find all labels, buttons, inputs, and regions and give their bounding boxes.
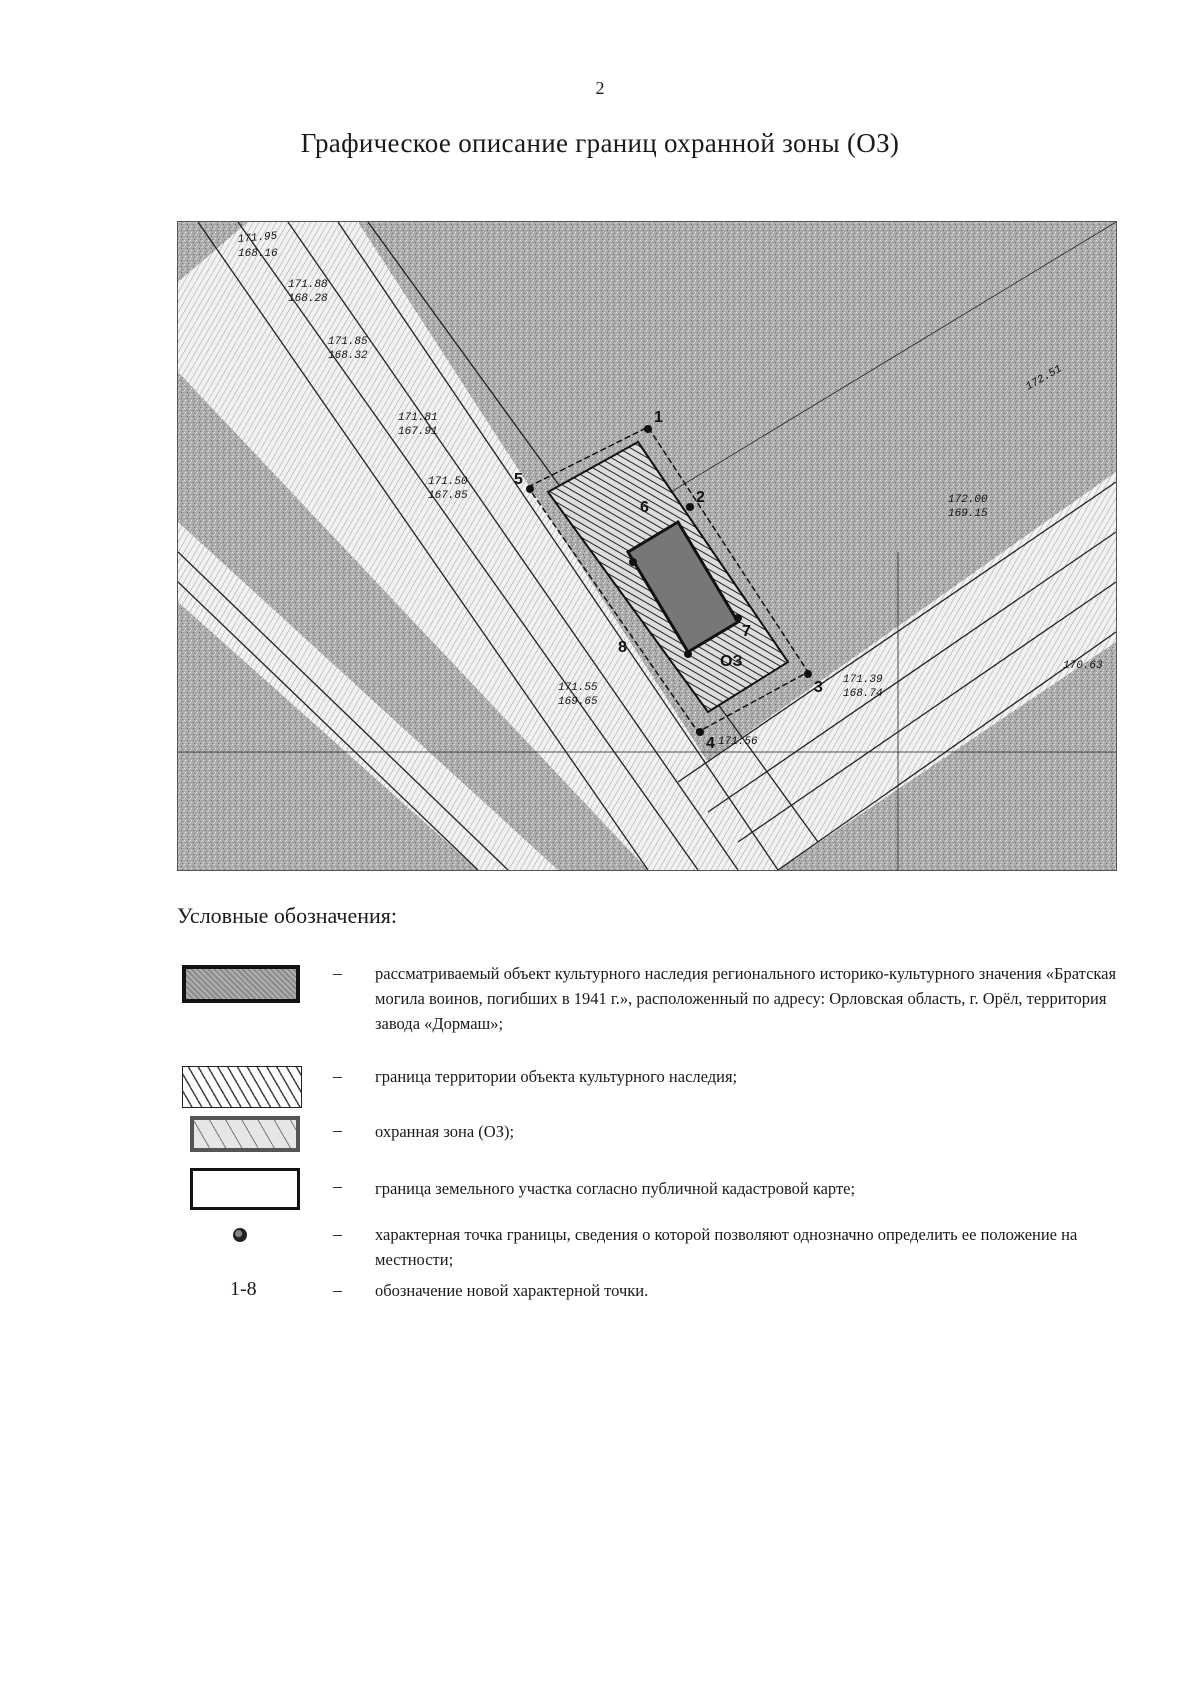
legend-dash: –: [333, 963, 342, 983]
legend-text: характерная точка границы, сведения о которой позволяют однозначно определить ее положение на местности;: [375, 1225, 1078, 1269]
elevation-mark: 171.55: [558, 682, 598, 694]
boundary-point: [696, 728, 704, 736]
land-parcel-swatch: [190, 1168, 300, 1210]
protection-zone-swatch: [190, 1116, 300, 1152]
elevation-mark: 171.88: [288, 279, 328, 291]
territory-hatch-swatch: [182, 1066, 302, 1108]
elevation-mark: 171.56: [718, 736, 758, 748]
legend-item-new-point: [170, 1280, 1120, 1316]
elevation-mark: 168.28: [288, 293, 328, 305]
new-point-symbol: 1-8: [230, 1278, 257, 1300]
legend-dash: –: [333, 1066, 342, 1086]
point-label: 3: [814, 679, 823, 696]
elevation-mark: 167.91: [398, 426, 438, 438]
elevation-mark: 168.74: [843, 688, 883, 700]
legend-text: граница земельного участка согласно публичной кадастровой карте;: [375, 1179, 856, 1198]
legend-item-territory: [170, 1066, 1120, 1116]
legend-item-object: [170, 963, 1120, 1043]
elevation-mark: 168.16: [238, 248, 278, 260]
elevation-mark: 169.65: [558, 696, 598, 708]
elevation-mark: 168.32: [328, 350, 368, 362]
point-label: 7: [742, 623, 751, 640]
boundary-point: [686, 503, 694, 511]
legend-text: обозначение новой характерной точки.: [375, 1281, 649, 1300]
point-label: 2: [696, 489, 705, 506]
elevation-mark: 171.50: [428, 476, 468, 488]
point-label: 6: [640, 499, 649, 516]
elevation-mark: 167.85: [428, 490, 468, 502]
boundary-point: [734, 614, 742, 622]
point-label: 4: [706, 735, 715, 752]
elevation-mark: 171.85: [328, 336, 368, 348]
boundary-map: [177, 221, 1117, 871]
elevation-mark: 171.95: [237, 230, 278, 246]
legend-dash: –: [333, 1224, 342, 1244]
page-number: 2: [595, 78, 605, 98]
point-label: 5: [514, 471, 523, 488]
legend-text: рассматриваемый объект культурного наследия регионального историко-культурного значения «Братская могила воинов, погибших в 1941 г.», расположенный по адресу: Орловская область, г. Орёл, территория завода «Дормаш»;: [375, 964, 1117, 1033]
boundary-point: [804, 670, 812, 678]
legend-item-parcel: [170, 1168, 1120, 1216]
legend-title: Условные обозначения:: [177, 903, 398, 928]
legend-item-point: [170, 1224, 1120, 1280]
legend-dash: –: [333, 1120, 342, 1140]
point-label: 8: [618, 639, 627, 656]
elevation-mark: 172.51: [1024, 363, 1065, 394]
heritage-object-swatch: [182, 965, 300, 1003]
elevation-mark: 172.00: [948, 494, 988, 506]
elevation-mark: 171.81: [398, 412, 438, 424]
boundary-point: [644, 425, 652, 433]
boundary-point: [629, 558, 637, 566]
legend-dash: –: [333, 1176, 342, 1196]
legend-text: граница территории объекта культурного наследия;: [375, 1067, 738, 1086]
legend-item-zone: [170, 1116, 1120, 1160]
elevation-mark: 169.15: [948, 508, 988, 520]
point-label: 1: [654, 409, 663, 426]
elevation-mark: 171.39: [843, 674, 883, 686]
elevation-mark: 170.63: [1063, 660, 1103, 672]
legend-dash: –: [333, 1280, 342, 1300]
boundary-point: [526, 485, 534, 493]
boundary-point: [684, 650, 692, 658]
legend-text: охранная зона (ОЗ);: [375, 1122, 515, 1141]
zone-label: ОЗ: [720, 653, 743, 670]
page-title: Графическое описание границ охранной зоны (ОЗ): [300, 128, 900, 158]
characteristic-point-icon: [233, 1228, 247, 1242]
